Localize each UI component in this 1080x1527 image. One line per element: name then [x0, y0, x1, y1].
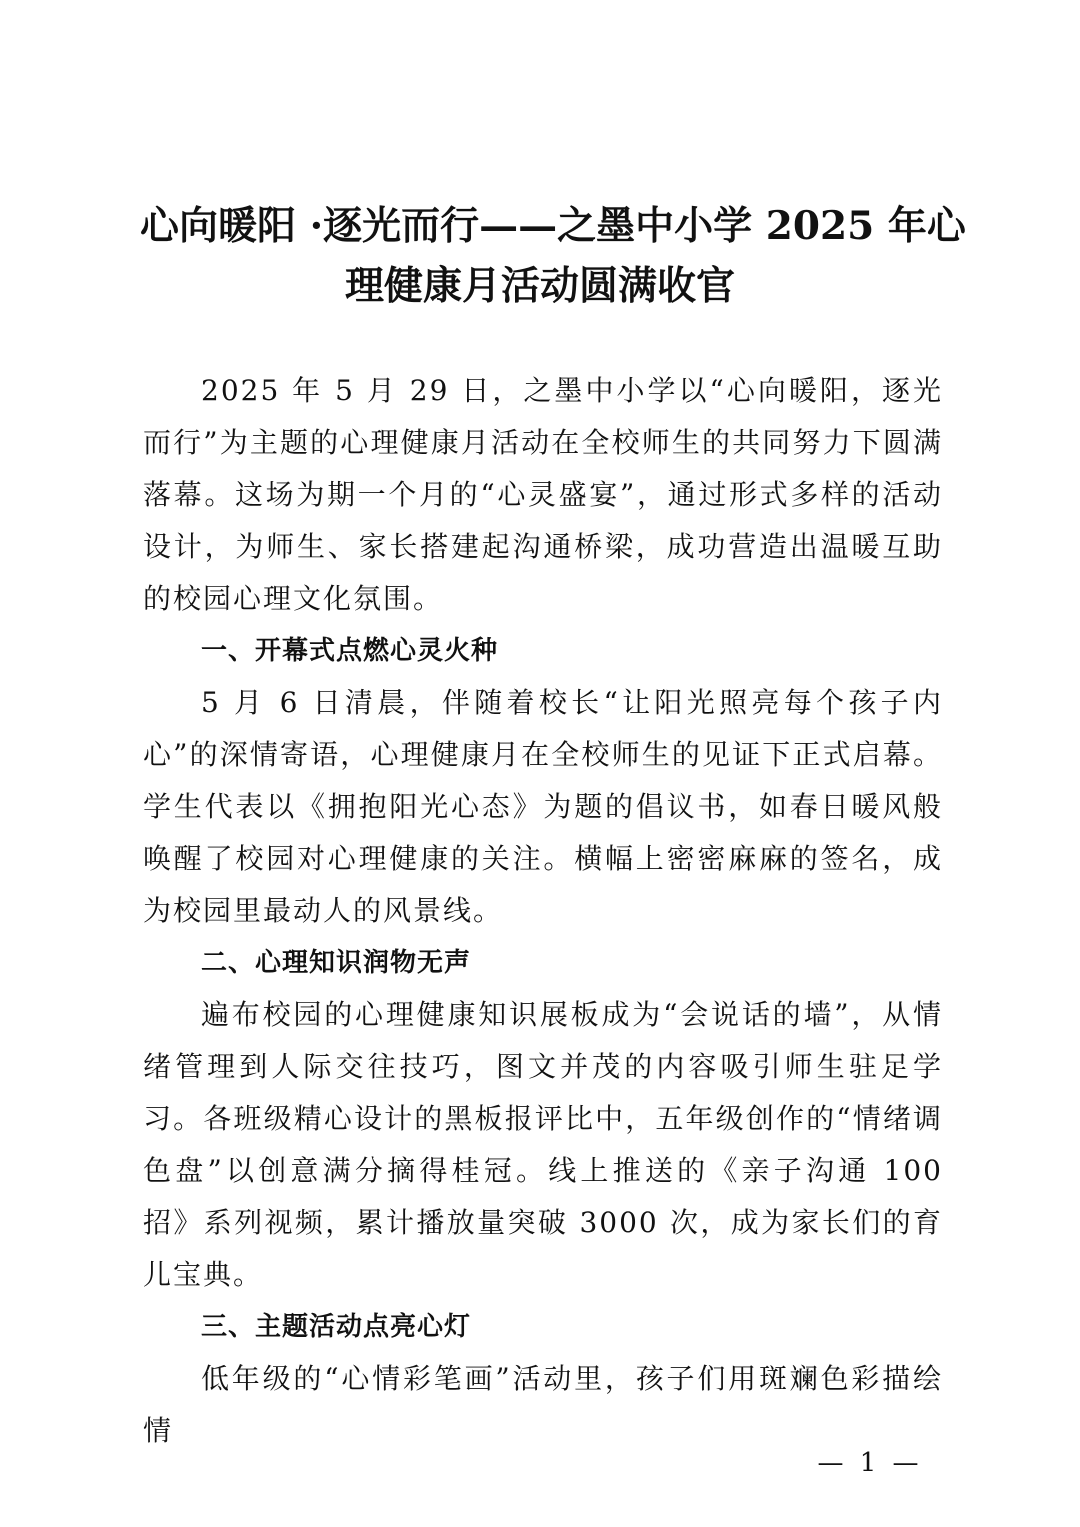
document-body — [143, 365, 943, 1457]
section-heading-3: 三、主题活动点亮心灯 — [201, 1312, 472, 1342]
section-body-1: 5 月 6 日清晨，伴随着校长“让阳光照亮每个孩子内心”的深情寄语，心理健康月在全校师生的见证下正式启幕。学生代表以《拥抱阳光心态》为题的倡议书，如春日暖风般唤醒了校园对心理健康的关注。横幅上密密麻麻的签名，成为校园里最动人的风景线。 — [143, 686, 943, 927]
section-body-3: 低年级的“心情彩笔画”活动里，孩子们用斑斓色彩描绘情 — [143, 1362, 943, 1447]
section-heading-1: 一、开幕式点燃心灵火种 — [201, 636, 499, 666]
intro-paragraph: 2025 年 5 月 29 日，之墨中小学以“心向暖阳，逐光而行”为主题的心理健康月活动在全校师生的共同努力下圆满落幕。这场为期一个月的“心灵盛宴”，通过形式多样的活动设计，为师生、家长搭建起沟通桥梁，成功营造出温暖互助的校园心理文化氛围。 — [143, 374, 943, 615]
page-number: — 1 — — [817, 1448, 923, 1478]
title-line-1: 心向暖阳 ·逐光而行——之墨中小学 2025 年心 — [140, 203, 966, 249]
section-heading-2: 二、心理知识润物无声 — [201, 948, 472, 978]
document-title — [140, 196, 966, 316]
title-line-2: 理健康月活动圆满收官 — [344, 263, 735, 309]
section-body-2: 遍布校园的心理健康知识展板成为“会说话的墙”，从情绪管理到人际交往技巧，图文并茂的内容吸引师生驻足学习。各班级精心设计的黑板报评比中，五年级创作的“情绪调色盘”以创意满分摘得桂冠。线上推送的《亲子沟通 100 招》系列视频，累计播放量突破 3000 次，成为家长们的育儿宝典。 — [143, 998, 943, 1291]
